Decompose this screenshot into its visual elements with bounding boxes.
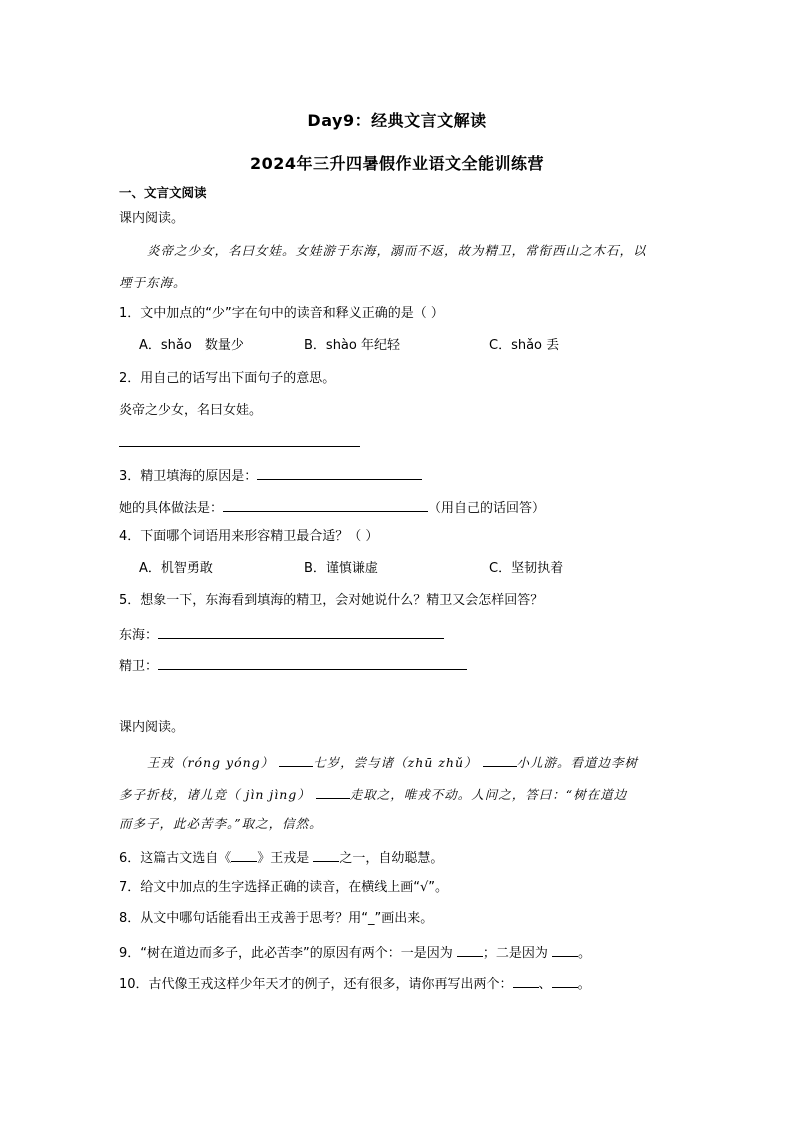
q10-blank-1[interactable] [513,973,539,988]
question-9 [119,942,591,963]
q2-sentence: 炎帝之少女，名曰女娃。 [119,403,263,418]
pinyin-choice-blank[interactable] [316,784,350,799]
passage2-line: 而多子，此必苦李。”取之，信然。 [119,816,323,831]
passage-segment: 多子折枝，诸儿竞（ jìn jìng） [119,787,311,802]
q1-option-c[interactable]: C．shǎo 丢 [489,338,560,353]
pinyin-choice-blank[interactable] [279,752,313,767]
q6-blank-1[interactable] [231,847,257,862]
q9-blank-2[interactable] [552,942,578,957]
q5-east-blank[interactable] [158,624,444,639]
q6-text: 》王戎是 [257,851,314,866]
question-8: 8．从文中哪句话能看出王戎善于思考？用“_”画出来。 [119,911,434,926]
q5-jingwei [119,655,467,676]
q4-option-b[interactable]: B．谨慎谦虚 [304,561,378,576]
q10-text: 。 [577,977,591,992]
q9-text: ；二是因为 [482,946,553,961]
q3b-prompt: 她的具体做法是： [119,501,224,516]
passage-segment: 小儿游。看道边李树 [516,755,639,770]
question-7: 7．给文中加点的生字选择正确的读音，在横线上画“√”。 [119,880,449,895]
page-title: Day9：经典文言文解读 [307,111,487,130]
reading-intro: 课内阅读。 [119,211,185,226]
q9-text: 。 [578,946,592,961]
passage-segment: 走取之，唯戎不动。人问之，答曰：“树在道边 [349,787,628,802]
passage-line: 堙于东海。 [119,275,187,290]
q9-text: 9．“树在道边而多子，此必苦李”的原因有两个：一是因为 [119,946,457,961]
question-10 [119,973,591,994]
q3-prompt: 3．精卫填海的原因是： [119,469,258,484]
question-4: 4．下面哪个词语用来形容精卫最合适？（ ） [119,529,379,544]
q3b-note: （用自己的话回答） [428,501,546,516]
q10-text: 10．古代像王戎这样少年天才的例子，还有很多，请你再写出两个： [119,977,513,992]
q6-text: 6．这篇古文选自《 [119,851,232,866]
q4-option-c[interactable]: C．坚韧执着 [489,561,564,576]
question-1: 1．文中加点的“少”字在句中的读音和释义正确的是（ ） [119,306,444,321]
passage2-line [147,752,638,772]
q6-blank-2[interactable] [313,847,339,862]
passage-segment: 王戎（róng yóng） [147,755,275,770]
q1-option-a[interactable]: A．shǎo 数量少 [139,338,244,353]
passage-line: 炎帝之少女，名曰女娃。女娃游于东海，溺而不返，故为精卫，常衔西山之木石，以 [147,243,647,258]
pinyin-choice-blank[interactable] [483,752,517,767]
passage2-line [119,784,627,804]
page-subtitle: 2024年三升四暑假作业语文全能训练营 [249,154,545,173]
q2-answer-line[interactable] [119,432,360,453]
q3-answer-blank[interactable] [257,465,422,480]
passage-segment: 七岁，尝与诸（zhū zhǔ） [313,755,478,770]
q5-east-sea [119,624,444,645]
question-3-b [119,497,545,518]
question-6 [119,847,443,868]
q5-east-label: 东海： [119,628,159,643]
q4-option-a[interactable]: A．机智勇敢 [139,561,213,576]
q10-text: 、 [538,977,552,992]
q5-jingwei-label: 精卫： [119,659,159,674]
reading-intro-2: 课内阅读。 [119,720,185,735]
q1-option-b[interactable]: B．shào 年纪轻 [304,338,400,353]
question-3 [119,465,422,486]
q10-blank-2[interactable] [552,973,578,988]
question-5: 5．想象一下，东海看到填海的精卫，会对她说什么？精卫又会怎样回答？ [119,593,544,608]
question-2: 2．用自己的话写出下面句子的意思。 [119,371,336,386]
q5-jingwei-blank[interactable] [158,655,467,670]
q9-blank-1[interactable] [457,942,483,957]
q3b-answer-blank[interactable] [223,497,428,512]
section-heading: 一、文言文阅读 [119,185,207,200]
q6-text: 之一，自幼聪慧。 [339,851,444,866]
